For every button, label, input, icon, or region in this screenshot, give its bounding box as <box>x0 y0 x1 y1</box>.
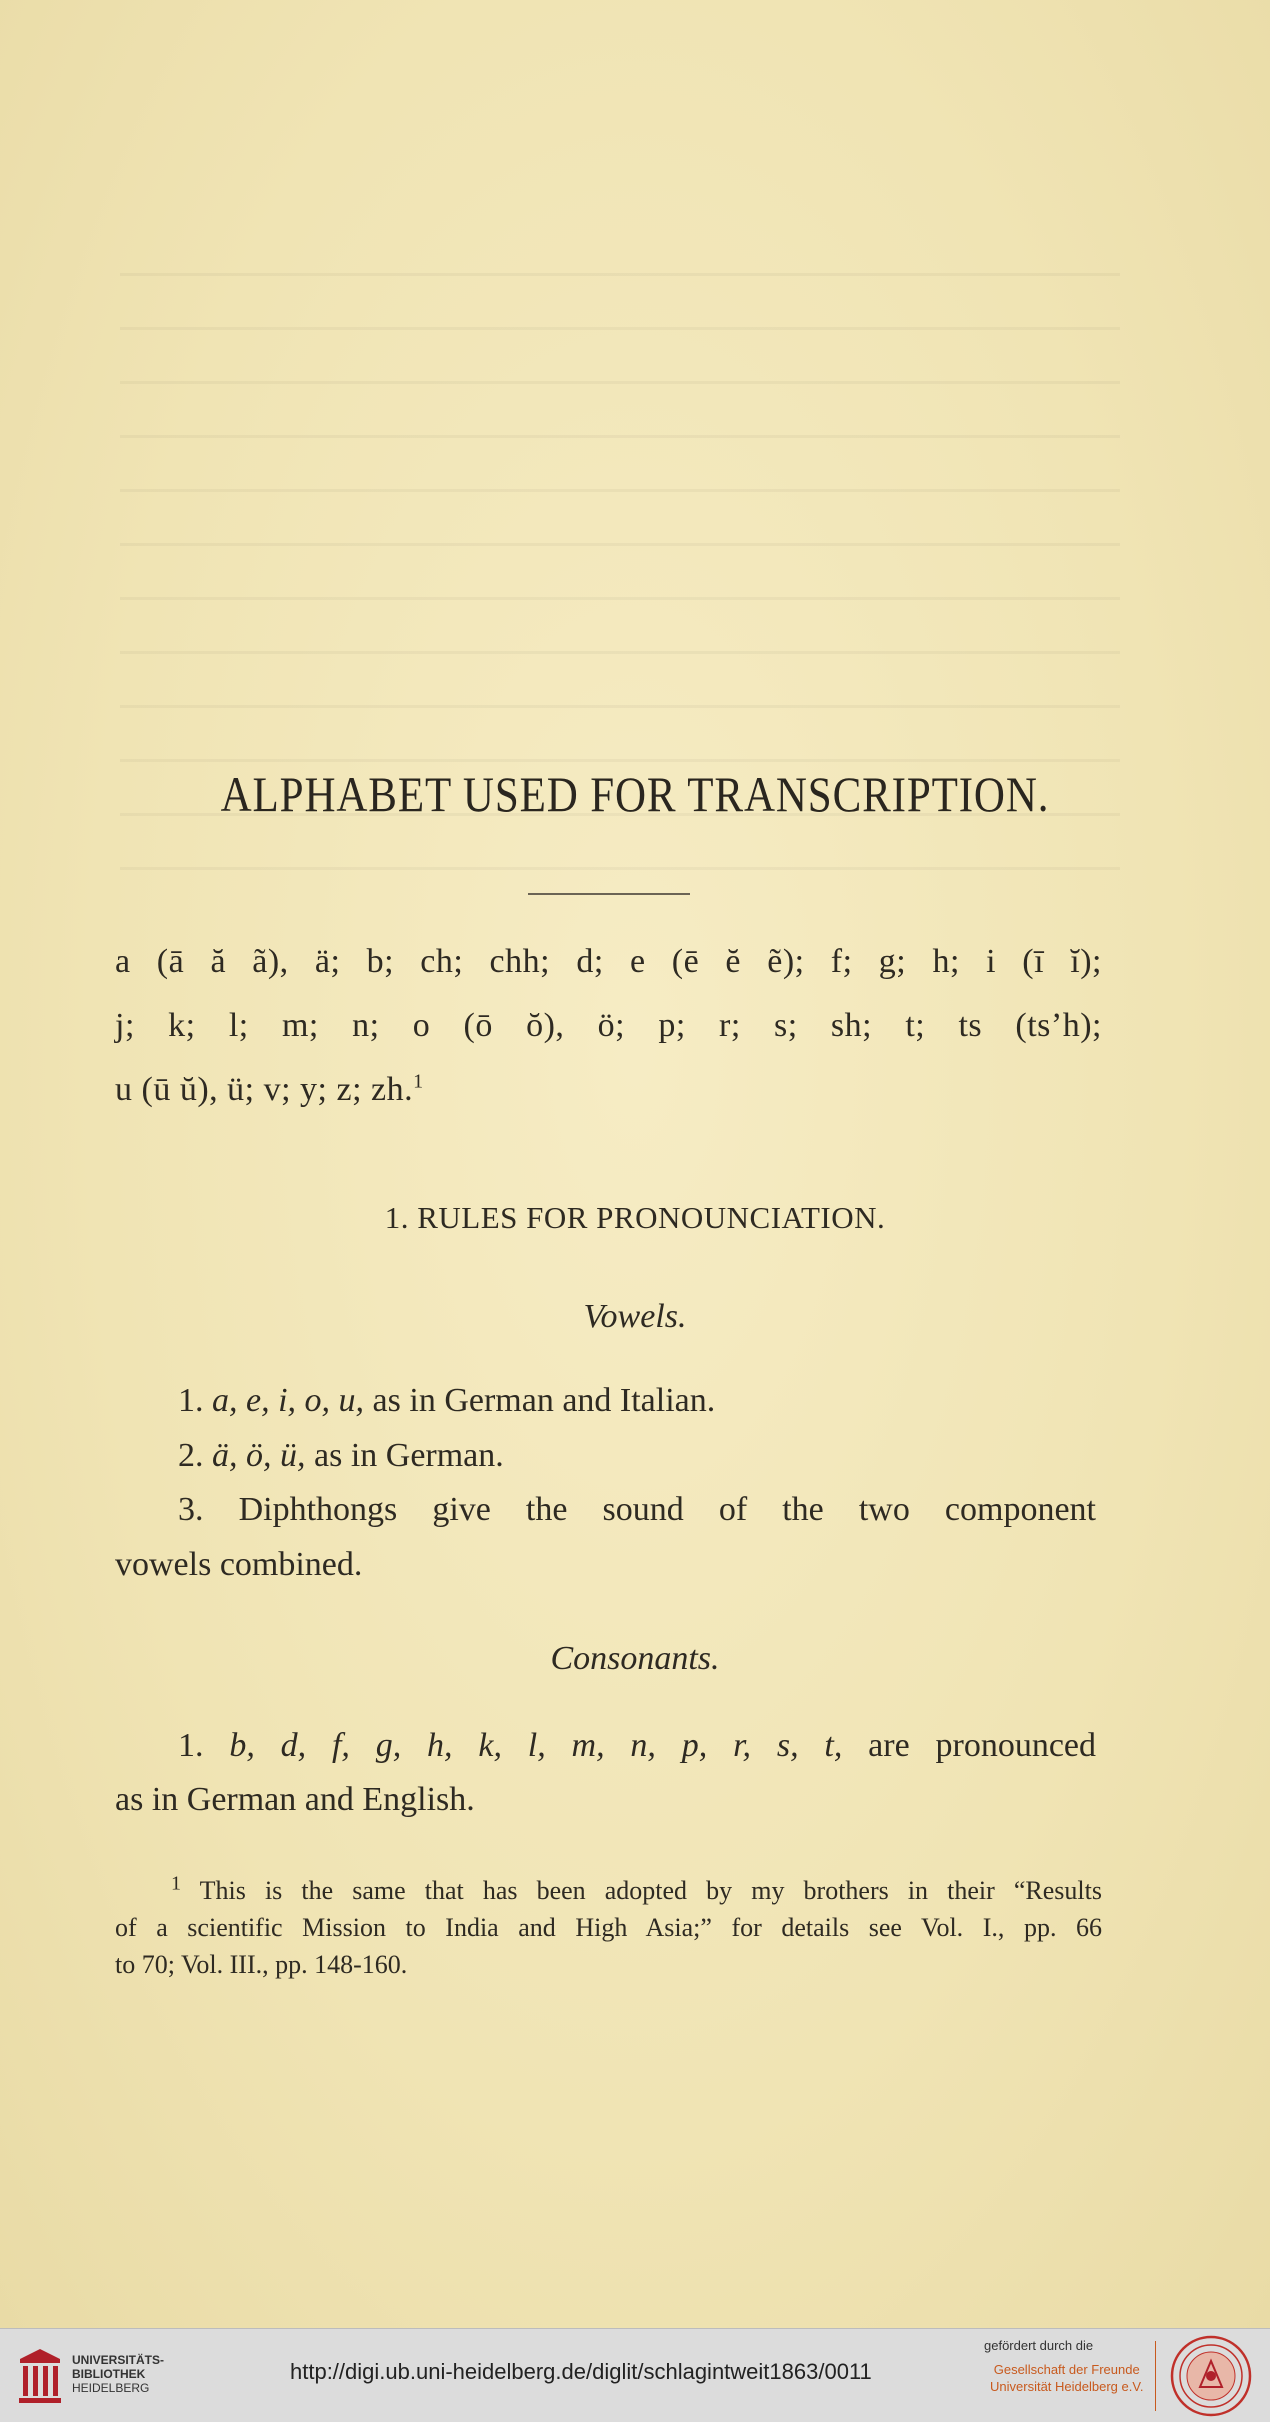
footer-separator <box>1155 2341 1156 2411</box>
alphabet-line-3-text: u (ū ŭ), ü; v; y; z; zh. <box>115 1071 414 1108</box>
footnote-line-2: of a scientific Mission to India and High Asia;” for details see Vol. I., pp. 66 <box>115 1913 1102 1942</box>
vowel-rule-3-line-2: vowels combined. <box>115 1546 363 1583</box>
vowel-rule-2-text: as in German. <box>314 1437 504 1474</box>
vowel-rule-1-letters: a, e, i, o, u, <box>212 1382 365 1419</box>
alphabet-line-3 <box>115 1071 1102 1109</box>
vowel-rule-1 <box>178 1382 715 1420</box>
sponsor-label: gefördert durch die <box>984 2338 1094 2353</box>
sponsor-name-line-2: Universität Heidelberg e.V. <box>990 2379 1144 2394</box>
consonant-rule-1-line-2: as in German and English. <box>115 1781 475 1818</box>
library-name-line-3: HEIDELBERG <box>72 2381 150 2395</box>
library-name-line-2: BIBLIOTHEK <box>72 2367 146 2381</box>
consonant-rule-1-letters: b, d, f, g, h, k, l, m, n, p, r, s, t, <box>229 1727 843 1764</box>
consonants-heading: Consonants. <box>550 1640 720 1677</box>
ub-heidelberg-logo-icon <box>14 2345 66 2407</box>
section-heading: 1. RULES FOR PRONOUNCIATION. <box>384 1200 886 1235</box>
library-name-line-1: UNIVERSITÄTS- <box>72 2353 165 2367</box>
sponsor-name <box>990 2361 1143 2395</box>
vowel-rule-2-number: 2. <box>178 1437 204 1474</box>
consonant-rule-1-line-1 <box>178 1727 1096 1765</box>
vowels-heading: Vowels. <box>583 1298 687 1335</box>
footnote-line-1-text: This is the same that has been adopted by my brothers in their “Results <box>199 1876 1102 1905</box>
footnote-line-1 <box>115 1872 1102 1906</box>
vowel-rule-2 <box>178 1437 504 1475</box>
footnote-reference: 1 <box>413 1070 424 1093</box>
consonant-rule-1-text: are pronounced <box>868 1727 1096 1764</box>
university-seal-icon <box>1170 2335 1252 2417</box>
vowel-rule-2-letters: ä, ö, ü, <box>212 1437 306 1474</box>
consonant-rule-1-number: 1. <box>178 1727 204 1764</box>
footnote-line-3: to 70; Vol. III., pp. 148-160. <box>115 1950 408 1979</box>
vowel-rule-3-line-1: 3. Diphthongs give the sound of the two component <box>178 1491 1096 1528</box>
alphabet-line-2: j; k; l; m; n; o (ō ŏ), ö; p; r; s; sh; t; ts (tsʼh); <box>115 1007 1102 1044</box>
footnote-marker: 1 <box>171 1872 181 1895</box>
vowel-rule-1-number: 1. <box>178 1382 204 1419</box>
digital-library-footer <box>0 2328 1270 2422</box>
title-rule <box>528 893 690 895</box>
sponsor-name-line-1: Gesellschaft der Freunde <box>993 2362 1140 2377</box>
page-title: ALPHABET USED FOR TRANSCRIPTION. <box>220 766 1050 822</box>
permalink-url[interactable]: http://digi.ub.uni-heidelberg.de/diglit/schlagintweit1863/0011 <box>290 2359 872 2384</box>
library-name <box>72 2353 164 2395</box>
vowel-rule-1-text: as in German and Italian. <box>372 1382 716 1419</box>
alphabet-line-1: a (ā ă ã), ä; b; ch; chh; d; e (ē ĕ ẽ); f; g; h; i (ī ĭ); <box>115 943 1102 980</box>
